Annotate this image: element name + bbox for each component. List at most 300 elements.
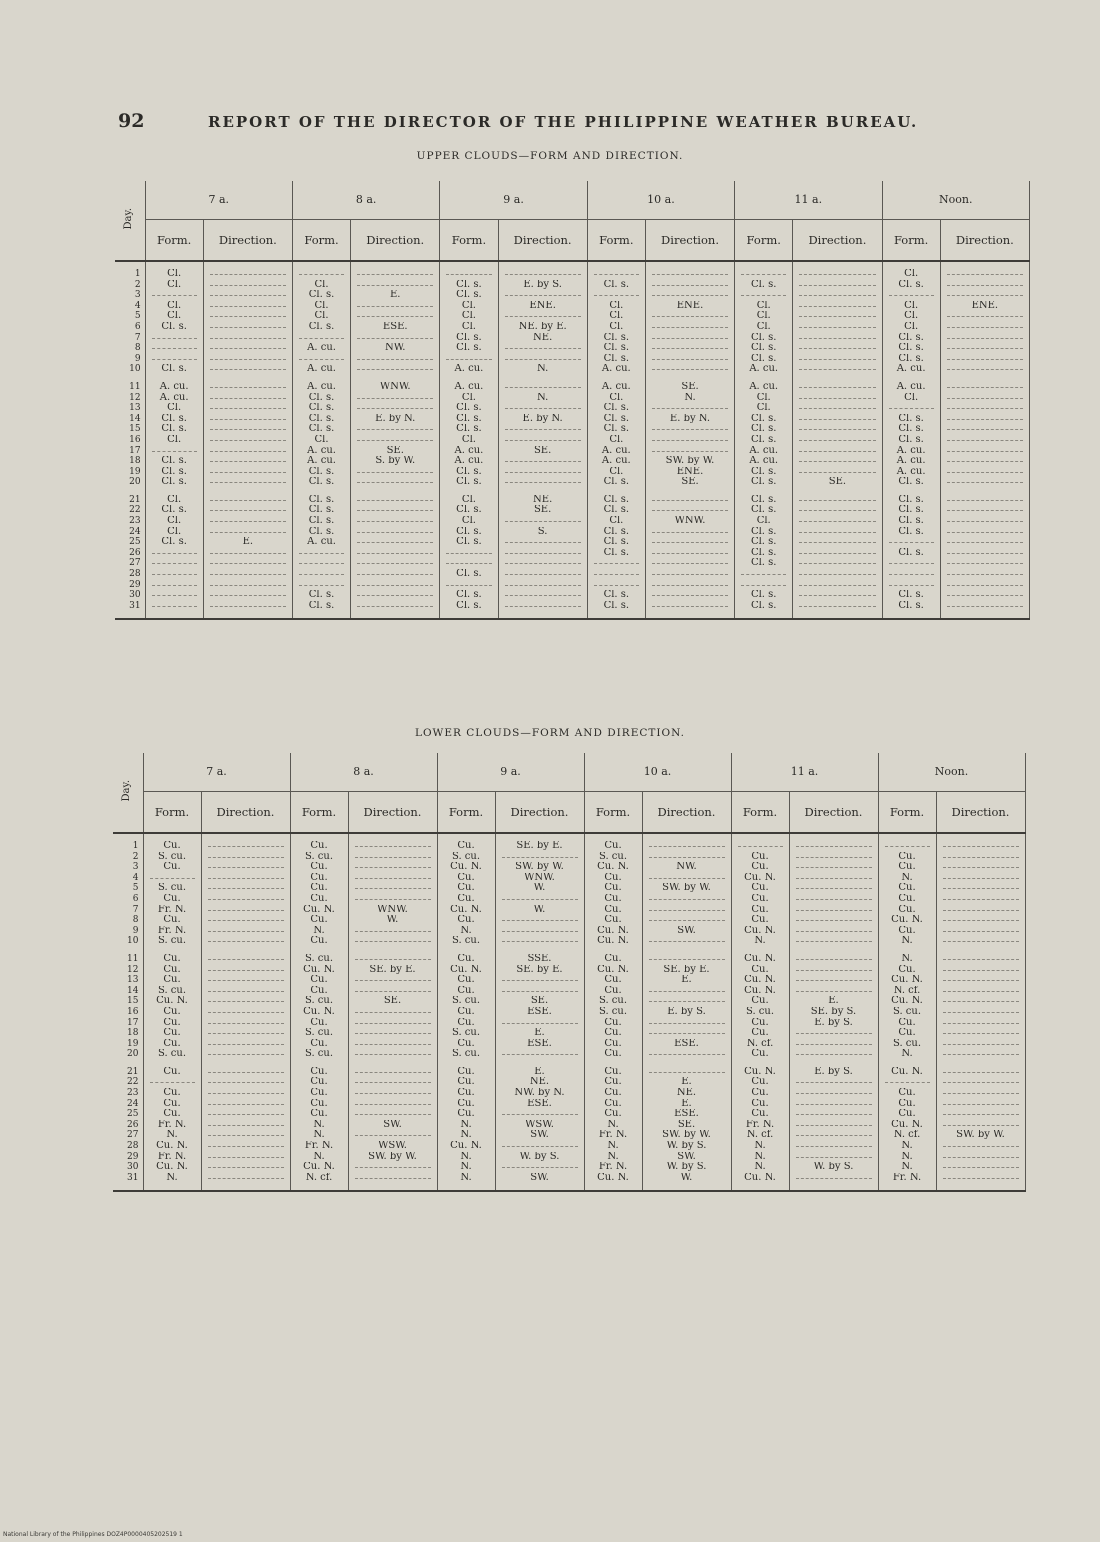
table-row — [115, 414, 1030, 425]
direction-cell — [940, 467, 1029, 478]
direction-cell — [936, 1109, 1025, 1120]
direction-cell — [348, 1162, 437, 1173]
form-cell: N. cf. — [878, 986, 936, 997]
form-cell: Cl. — [292, 301, 350, 312]
direction-cell — [348, 1099, 437, 1110]
form-cell: Cu. — [584, 894, 642, 905]
form-header: Form. — [878, 792, 936, 834]
table-row — [113, 975, 1025, 986]
direction-cell: WNW. — [495, 873, 584, 884]
form-cell: Cl. s. — [292, 414, 350, 425]
direction-cell — [203, 382, 292, 393]
table-row — [113, 926, 1025, 937]
direction-cell — [793, 343, 882, 354]
table-row — [115, 403, 1030, 414]
form-cell: Cl. s. — [587, 505, 645, 516]
direction-cell — [203, 477, 292, 488]
direction-cell: SW. by W. — [936, 1130, 1025, 1141]
hour-header: 8 a. — [292, 181, 439, 220]
direction-cell — [201, 954, 290, 965]
day-column-header — [113, 753, 143, 833]
direction-cell — [645, 343, 734, 354]
direction-cell — [793, 403, 882, 414]
direction-cell — [936, 1099, 1025, 1110]
form-cell: S. cu. — [290, 852, 348, 863]
direction-cell — [789, 1099, 878, 1110]
direction-cell: NW. by N. — [495, 1088, 584, 1099]
form-cell: A. cu. — [587, 382, 645, 393]
form-cell — [145, 601, 203, 612]
form-cell: N. — [878, 1049, 936, 1060]
hour-header: 11 a. — [735, 181, 882, 220]
form-cell — [145, 290, 203, 301]
form-cell: A. cu. — [292, 456, 350, 467]
form-cell: Cl. s. — [145, 505, 203, 516]
form-cell: Cl. s. — [292, 516, 350, 527]
table-row — [113, 894, 1025, 905]
direction-cell — [495, 894, 584, 905]
form-cell: Cu. N. — [290, 1007, 348, 1018]
form-cell: Cl. — [145, 311, 203, 322]
direction-cell — [348, 936, 437, 947]
direction-cell: E. — [642, 975, 731, 986]
day-number: 31 — [115, 601, 145, 612]
direction-cell: SE. — [351, 446, 440, 457]
table-row — [113, 965, 1025, 976]
direction-cell — [789, 894, 878, 905]
form-cell: Cl. s. — [440, 403, 498, 414]
direction-cell — [642, 986, 731, 997]
form-cell: Cl. — [440, 393, 498, 404]
form-cell — [735, 580, 793, 591]
form-cell: S. cu. — [290, 954, 348, 965]
direction-cell — [642, 1018, 731, 1029]
direction-cell — [642, 905, 731, 916]
hour-header: 7 a. — [143, 753, 290, 792]
direction-cell: SW. by W. — [642, 883, 731, 894]
direction-cell: E. by N. — [498, 414, 587, 425]
direction-cell — [936, 1007, 1025, 1018]
direction-cell: E. — [495, 1028, 584, 1039]
direction-cell — [789, 1077, 878, 1088]
form-cell: Cu. — [584, 841, 642, 852]
form-cell: Cl. s. — [882, 548, 940, 559]
direction-header: Direction. — [495, 792, 584, 834]
direction-cell — [498, 269, 587, 280]
form-cell: Cu. — [143, 915, 201, 926]
form-cell: Cl. — [735, 516, 793, 527]
day-number: 11 — [113, 954, 143, 965]
table-row — [113, 1028, 1025, 1039]
day-number: 9 — [113, 926, 143, 937]
direction-cell: W. — [495, 883, 584, 894]
form-cell: Cu. N. — [878, 1067, 936, 1078]
form-cell: Cl. s. — [440, 424, 498, 435]
direction-cell — [940, 280, 1029, 291]
direction-header: Direction. — [936, 792, 1025, 834]
direction-cell — [498, 435, 587, 446]
direction-cell — [201, 894, 290, 905]
direction-cell: E. — [495, 1067, 584, 1078]
direction-cell — [793, 495, 882, 506]
direction-cell — [936, 1152, 1025, 1163]
direction-cell — [793, 290, 882, 301]
table-row — [115, 477, 1030, 488]
table-row — [113, 1173, 1025, 1184]
form-cell: Cu. N. — [731, 975, 789, 986]
form-cell — [292, 354, 350, 365]
form-cell: Cu. — [437, 1109, 495, 1120]
direction-cell — [351, 301, 440, 312]
form-cell: Cu. — [290, 1077, 348, 1088]
direction-cell — [348, 1173, 437, 1184]
form-cell: Cl. s. — [735, 477, 793, 488]
form-cell: A. cu. — [292, 364, 350, 375]
form-cell: Cl. s. — [292, 403, 350, 414]
direction-cell — [645, 601, 734, 612]
direction-cell — [351, 403, 440, 414]
day-number: 13 — [113, 975, 143, 986]
table-row — [113, 1067, 1025, 1078]
form-cell: Cl. s. — [440, 280, 498, 291]
form-cell — [440, 354, 498, 365]
table-row — [113, 862, 1025, 873]
form-cell: Cu. — [143, 1028, 201, 1039]
direction-cell — [642, 996, 731, 1007]
form-cell: Cl. — [882, 269, 940, 280]
form-cell: Cl. s. — [145, 456, 203, 467]
form-cell: Cu. — [143, 1088, 201, 1099]
direction-cell — [203, 495, 292, 506]
form-cell: N. — [437, 926, 495, 937]
form-cell: A. cu. — [292, 382, 350, 393]
form-cell: Cu. N. — [143, 996, 201, 1007]
direction-cell — [203, 280, 292, 291]
form-cell: Cl. — [735, 311, 793, 322]
direction-header: Direction. — [645, 220, 734, 262]
library-footer: National Library of the Philippines DOZ4P0000405202519 1 — [3, 1531, 183, 1538]
form-cell: Cu. — [731, 1088, 789, 1099]
day-number: 21 — [115, 495, 145, 506]
day-number: 19 — [113, 1039, 143, 1050]
direction-cell — [789, 1141, 878, 1152]
form-cell: N. cf. — [878, 1130, 936, 1141]
form-cell: Cu. N. — [437, 1141, 495, 1152]
form-cell: Cl. s. — [587, 403, 645, 414]
form-cell: Cu. N. — [878, 1120, 936, 1131]
form-cell — [735, 569, 793, 580]
direction-cell — [645, 280, 734, 291]
form-cell: Cl. — [145, 495, 203, 506]
hour-header: Noon. — [882, 181, 1029, 220]
direction-header: Direction. — [642, 792, 731, 834]
day-number: 24 — [115, 527, 145, 538]
direction-cell — [789, 841, 878, 852]
direction-cell — [936, 873, 1025, 884]
form-cell: Cl. — [587, 311, 645, 322]
direction-cell — [936, 905, 1025, 916]
direction-cell: E. — [642, 1077, 731, 1088]
direction-cell — [793, 446, 882, 457]
upper-clouds-caption: UPPER CLOUDS—FORM AND DIRECTION. — [416, 150, 684, 162]
direction-cell — [789, 1109, 878, 1120]
direction-cell: W. by S. — [642, 1141, 731, 1152]
form-cell: Cu. — [731, 1028, 789, 1039]
table-row — [115, 435, 1030, 446]
form-cell — [292, 548, 350, 559]
form-cell: S. cu. — [878, 1007, 936, 1018]
form-cell — [292, 558, 350, 569]
direction-cell — [495, 1049, 584, 1060]
direction-cell: NE. — [642, 1088, 731, 1099]
form-cell: Cu. — [437, 894, 495, 905]
direction-header: Direction. — [348, 792, 437, 834]
direction-cell — [498, 456, 587, 467]
form-cell: A. cu. — [882, 382, 940, 393]
direction-cell — [645, 290, 734, 301]
form-cell: A. cu. — [292, 537, 350, 548]
form-cell: Cl. s. — [735, 333, 793, 344]
form-cell — [882, 580, 940, 591]
form-cell: N. — [878, 1152, 936, 1163]
direction-cell — [203, 527, 292, 538]
direction-cell — [495, 936, 584, 947]
direction-cell — [498, 548, 587, 559]
day-number: 28 — [113, 1141, 143, 1152]
form-cell: N. — [437, 1173, 495, 1184]
form-cell — [145, 558, 203, 569]
day-number: 20 — [115, 477, 145, 488]
table-row — [113, 915, 1025, 926]
form-cell: Cu. N. — [584, 926, 642, 937]
form-cell: Cl. s. — [882, 354, 940, 365]
hour-header: 8 a. — [290, 753, 437, 792]
direction-cell — [940, 364, 1029, 375]
direction-cell: SW. by W. — [495, 862, 584, 873]
direction-cell — [936, 915, 1025, 926]
form-cell: N. — [143, 1130, 201, 1141]
hour-header: 9 a. — [437, 753, 584, 792]
direction-cell — [936, 841, 1025, 852]
direction-cell — [351, 601, 440, 612]
form-cell: Cl. s. — [587, 590, 645, 601]
direction-cell — [495, 926, 584, 937]
direction-cell — [936, 1067, 1025, 1078]
form-cell: Cl. s. — [882, 516, 940, 527]
direction-cell — [348, 841, 437, 852]
form-cell: Cu. — [143, 862, 201, 873]
day-number: 8 — [115, 343, 145, 354]
form-cell: Cl. s. — [882, 435, 940, 446]
day-number: 29 — [113, 1152, 143, 1163]
form-cell: Cl. s. — [882, 505, 940, 516]
direction-cell — [645, 580, 734, 591]
form-cell — [292, 569, 350, 580]
direction-cell — [495, 986, 584, 997]
direction-cell — [201, 852, 290, 863]
form-cell: Cu. — [143, 1109, 201, 1120]
form-cell: Cu. — [290, 1067, 348, 1078]
form-cell: Cu. — [143, 841, 201, 852]
direction-cell: ESE. — [351, 322, 440, 333]
direction-cell — [498, 424, 587, 435]
form-cell: Cu. N. — [290, 1162, 348, 1173]
form-header: Form. — [290, 792, 348, 834]
form-cell: Cl. s. — [440, 537, 498, 548]
direction-cell — [789, 926, 878, 937]
direction-cell: NE. — [495, 1077, 584, 1088]
table-row — [113, 1141, 1025, 1152]
form-cell: Cl. s. — [292, 505, 350, 516]
form-cell: Cu. — [437, 915, 495, 926]
day-number: 30 — [113, 1162, 143, 1173]
direction-cell — [203, 516, 292, 527]
table-row — [115, 527, 1030, 538]
direction-cell — [936, 883, 1025, 894]
form-cell: Cu. — [878, 862, 936, 873]
direction-cell — [498, 537, 587, 548]
day-number: 16 — [113, 1007, 143, 1018]
table-row — [115, 516, 1030, 527]
lower-clouds-table — [113, 753, 1026, 1192]
table-row — [113, 936, 1025, 947]
direction-cell — [940, 322, 1029, 333]
form-cell: Cu. N. — [143, 1162, 201, 1173]
table-row — [115, 580, 1030, 591]
direction-cell — [498, 467, 587, 478]
direction-cell — [940, 424, 1029, 435]
direction-cell — [789, 915, 878, 926]
direction-cell: SW. — [642, 1152, 731, 1163]
direction-cell — [351, 393, 440, 404]
form-cell — [882, 558, 940, 569]
day-number: 26 — [113, 1120, 143, 1131]
form-cell: Cl. s. — [440, 414, 498, 425]
direction-cell — [789, 1173, 878, 1184]
form-cell: Cl. — [882, 393, 940, 404]
direction-cell — [203, 446, 292, 457]
form-cell: Cl. s. — [735, 280, 793, 291]
direction-cell — [793, 601, 882, 612]
form-cell: Cl. s. — [292, 467, 350, 478]
direction-cell — [936, 1141, 1025, 1152]
form-cell: N. — [437, 1162, 495, 1173]
form-cell: Cu. — [437, 1088, 495, 1099]
direction-header: Direction. — [789, 792, 878, 834]
direction-cell: SE. by E. — [348, 965, 437, 976]
direction-cell — [201, 883, 290, 894]
table-row — [113, 1152, 1025, 1163]
table-row — [115, 467, 1030, 478]
direction-cell — [203, 301, 292, 312]
form-cell: Cu. — [731, 1109, 789, 1120]
direction-cell — [201, 1049, 290, 1060]
day-number: 6 — [115, 322, 145, 333]
form-cell — [587, 569, 645, 580]
direction-cell — [203, 558, 292, 569]
day-number: 7 — [113, 905, 143, 916]
direction-cell — [789, 1049, 878, 1060]
direction-cell — [495, 915, 584, 926]
direction-cell — [936, 954, 1025, 965]
direction-cell — [495, 975, 584, 986]
form-cell: Fr. N. — [878, 1173, 936, 1184]
form-cell: A. cu. — [440, 364, 498, 375]
form-cell: Cu. — [143, 1018, 201, 1029]
form-cell: Cu. — [878, 1088, 936, 1099]
form-cell: Fr. N. — [731, 1120, 789, 1131]
direction-cell — [642, 915, 731, 926]
direction-cell — [936, 862, 1025, 873]
direction-cell — [203, 580, 292, 591]
form-cell — [145, 343, 203, 354]
form-cell: Cl. s. — [882, 495, 940, 506]
direction-cell: N. — [498, 364, 587, 375]
direction-cell: SW. — [348, 1120, 437, 1131]
direction-cell — [201, 1130, 290, 1141]
table-row — [113, 1039, 1025, 1050]
direction-cell — [498, 343, 587, 354]
hour-header: Noon. — [878, 753, 1025, 792]
table-row — [115, 382, 1030, 393]
direction-cell: ESE. — [495, 1007, 584, 1018]
form-header: Form. — [292, 220, 350, 262]
direction-cell — [203, 364, 292, 375]
form-cell: A. cu. — [735, 382, 793, 393]
form-cell: Cu. — [878, 1018, 936, 1029]
form-cell — [440, 580, 498, 591]
form-cell: Cu. — [878, 965, 936, 976]
form-cell: S. cu. — [731, 1007, 789, 1018]
day-number: 8 — [113, 915, 143, 926]
direction-cell: NE. by E. — [498, 322, 587, 333]
form-cell — [735, 290, 793, 301]
day-number: 13 — [115, 403, 145, 414]
direction-cell — [789, 965, 878, 976]
direction-cell — [351, 269, 440, 280]
form-cell: Cl. s. — [882, 414, 940, 425]
direction-cell — [936, 852, 1025, 863]
day-number: 5 — [113, 883, 143, 894]
day-number: 14 — [115, 414, 145, 425]
form-cell: Cu. N. — [878, 996, 936, 1007]
form-cell: Cl. — [882, 311, 940, 322]
direction-cell — [351, 333, 440, 344]
direction-cell — [793, 590, 882, 601]
form-cell: N. — [731, 1162, 789, 1173]
direction-cell — [793, 456, 882, 467]
direction-cell — [940, 580, 1029, 591]
direction-cell: E. by N. — [645, 414, 734, 425]
direction-cell — [940, 354, 1029, 365]
direction-cell — [348, 1077, 437, 1088]
form-cell: Cl. — [587, 467, 645, 478]
day-number: 24 — [113, 1099, 143, 1110]
table-row — [115, 558, 1030, 569]
direction-cell — [498, 569, 587, 580]
form-cell: Cu. — [290, 862, 348, 873]
form-cell: Cu. — [584, 1049, 642, 1060]
direction-cell — [351, 467, 440, 478]
form-cell: Cu. N. — [731, 1067, 789, 1078]
direction-cell: E. by S. — [789, 1067, 878, 1078]
form-cell: Cl. s. — [587, 280, 645, 291]
form-cell: Cl. s. — [587, 601, 645, 612]
form-cell: Cl. s. — [145, 364, 203, 375]
form-cell: Cu. — [143, 894, 201, 905]
direction-cell — [201, 1152, 290, 1163]
day-number: 10 — [115, 364, 145, 375]
